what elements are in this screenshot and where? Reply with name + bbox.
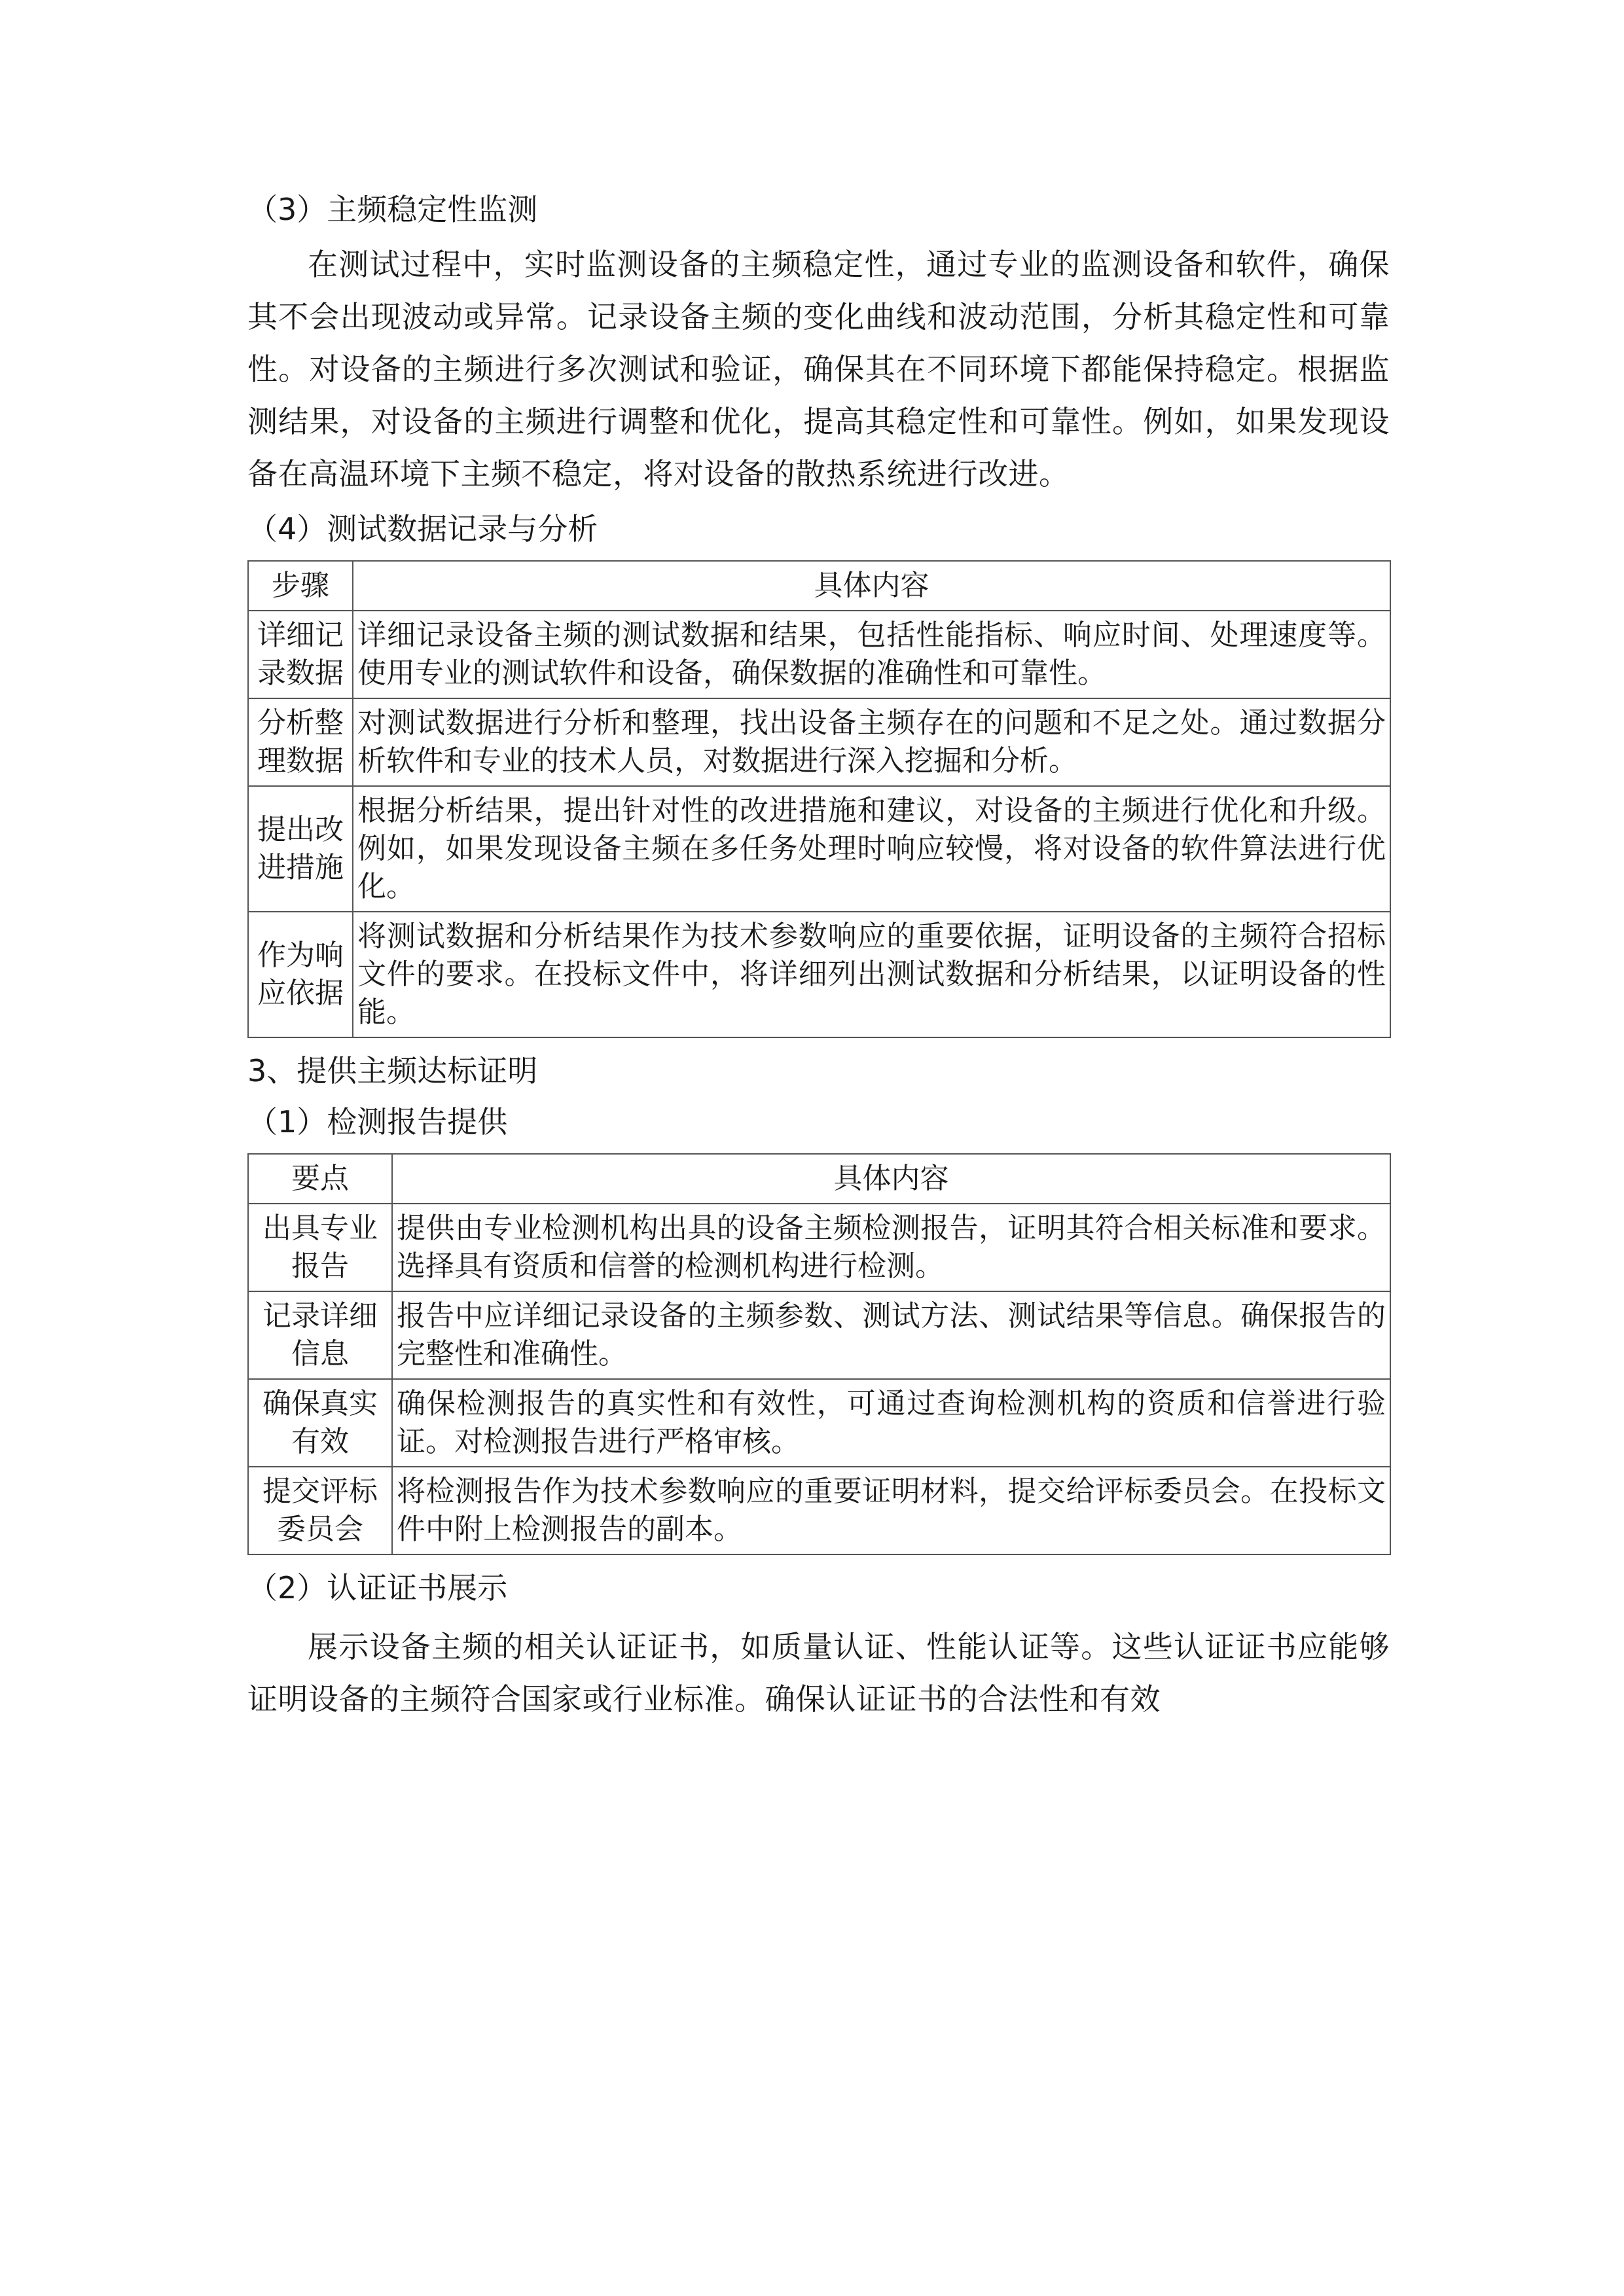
step-cell: 提出改进措施 <box>248 786 353 912</box>
step-cell: 分析整理数据 <box>248 698 353 786</box>
column-header-content: 具体内容 <box>392 1154 1390 1204</box>
column-header-point: 要点 <box>248 1154 392 1204</box>
section-heading-frequency-stability: （3）主频稳定性监测 <box>247 192 538 227</box>
table-row <box>248 912 1390 1037</box>
table-row <box>248 1204 1390 1291</box>
table-row <box>248 611 1390 698</box>
content-cell: 提供由专业检测机构出具的设备主频检测报告，证明其符合相关标准和要求。选择具有资质和信誉的检测机构进行检测。 <box>392 1204 1390 1291</box>
content-cell: 将测试数据和分析结果作为技术参数响应的重要依据，证明设备的主频符合招标文件的要求。在投标文件中，将详细列出测试数据和分析结果，以证明设备的性能。 <box>353 912 1390 1037</box>
document-page <box>247 190 1390 1725</box>
content-cell: 对测试数据进行分析和整理，找出设备主频存在的问题和不足之处。通过数据分析软件和专业的技术人员，对数据进行深入挖掘和分析。 <box>353 698 1390 786</box>
step-cell: 作为响应依据 <box>248 912 353 1037</box>
content-cell: 确保检测报告的真实性和有效性，可通过查询检测机构的资质和信誉进行验证。对检测报告进行严格审核。 <box>392 1379 1390 1467</box>
subsection-heading-certificates: （2）认证证书展示 <box>247 1570 508 1605</box>
content-cell: 根据分析结果，提出针对性的改进措施和建议，对设备的主频进行优化和升级。例如，如果发现设备主频在多任务处理时响应较慢，将对设备的软件算法进行优化。 <box>353 786 1390 912</box>
paragraph-frequency-stability: 在测试过程中，实时监测设备的主频稳定性，通过专业的监测设备和软件，确保其不会出现波动或异常。记录设备主频的变化曲线和波动范围，分析其稳定性和可靠性。对设备的主频进行多次测试和验证，确保其在不同环境下都能保持稳定。根据监测结果，对设备的主频进行调整和优化，提高其稳定性和可靠性。例如，如果发现设备在高温环境下主频不稳定，将对设备的散热系统进行改进。 <box>247 247 1390 492</box>
section-heading-proof: 3、提供主频达标证明 <box>247 1053 538 1088</box>
table-header-row <box>248 1154 1390 1204</box>
point-cell: 出具专业报告 <box>248 1204 392 1291</box>
content-cell: 报告中应详细记录设备的主频参数、测试方法、测试结果等信息。确保报告的完整性和准确性。 <box>392 1291 1390 1379</box>
paragraph-certificates: 展示设备主频的相关认证证书，如质量认证、性能认证等。这些认证证书应能够证明设备的主频符合国家或行业标准。确保认证证书的合法性和有效 <box>247 1629 1390 1717</box>
point-cell: 记录详细信息 <box>248 1291 392 1379</box>
content-cell: 详细记录设备主频的测试数据和结果，包括性能指标、响应时间、处理速度等。使用专业的测试软件和设备，确保数据的准确性和可靠性。 <box>353 611 1390 698</box>
point-cell: 提交评标委员会 <box>248 1467 392 1554</box>
column-header-content: 具体内容 <box>353 561 1390 611</box>
step-cell: 详细记录数据 <box>248 611 353 698</box>
table-row <box>248 698 1390 786</box>
point-cell: 确保真实有效 <box>248 1379 392 1467</box>
table-header-row <box>248 561 1390 611</box>
subsection-heading-test-report: （1）检测报告提供 <box>247 1104 508 1139</box>
table-row <box>248 1467 1390 1554</box>
section-heading-test-data: （4）测试数据记录与分析 <box>247 511 598 547</box>
column-header-step: 步骤 <box>248 561 353 611</box>
content-cell: 将检测报告作为技术参数响应的重要证明材料，提交给评标委员会。在投标文件中附上检测报告的副本。 <box>392 1467 1390 1554</box>
test-report-table <box>247 1153 1391 1555</box>
table-row <box>248 1379 1390 1467</box>
test-data-table <box>247 560 1391 1038</box>
table-row <box>248 786 1390 912</box>
table-row <box>248 1291 1390 1379</box>
